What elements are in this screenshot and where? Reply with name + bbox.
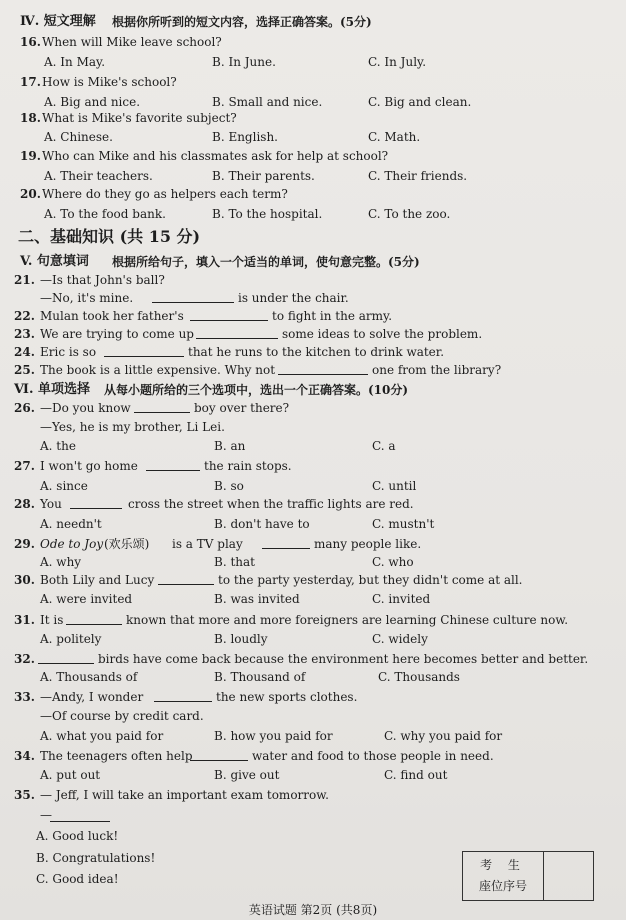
q33-option-a: A. what you paid for	[40, 729, 164, 743]
q32-option-c: C. Thousands	[378, 670, 460, 684]
q30-option-c: C. invited	[372, 592, 431, 606]
q27-text-start: I won't go home	[40, 459, 138, 473]
q34-blank[interactable]	[190, 748, 248, 761]
q18-option-c: C. Math.	[368, 130, 421, 144]
q18-option-a: A. Chinese.	[44, 130, 113, 144]
q19-stem: Who can Mike and his classmates ask for help at school?	[42, 149, 389, 163]
q22-blank[interactable]	[190, 308, 268, 321]
q31-option-c: C. widely	[372, 632, 428, 646]
q25-text-start: The book is a little expensive. Why not	[40, 363, 276, 377]
q20-option-b: B. To the hospital.	[212, 207, 323, 221]
q34-option-a: A. put out	[40, 768, 101, 782]
q35-option-b: B. Congratulations!	[36, 851, 156, 865]
seat-number-box	[462, 851, 594, 901]
section2-title: 二、基础知识 (共 15 分)	[18, 227, 201, 246]
q27-number: 27.	[14, 459, 35, 473]
q28-option-a: A. needn't	[40, 517, 102, 531]
q21-number: 21.	[14, 273, 35, 287]
seat-box-label-seat: 座位序号	[478, 879, 527, 893]
q33-option-c: C. why you paid for	[384, 729, 503, 743]
q30-option-a: A. were invited	[40, 592, 133, 606]
part5-heading: V. 句意填词	[20, 254, 89, 269]
q20-stem: Where do they go as helpers each term?	[42, 187, 288, 201]
q29-option-c: C. who	[372, 555, 414, 569]
q31-text-start: It is	[40, 613, 64, 627]
q26-option-b: B. an	[214, 439, 246, 453]
q18-number: 18.	[20, 111, 41, 125]
q25-number: 25.	[14, 363, 35, 377]
q31-blank[interactable]	[66, 612, 122, 625]
q32-option-a: A. Thousands of	[40, 670, 138, 684]
q29-number: 29.	[14, 537, 35, 551]
q27-option-c: C. until	[372, 479, 417, 493]
page-footer: 英语试题 第2页 (共8页)	[248, 903, 378, 917]
q28-text-end: cross the street when the traffic lights are red.	[128, 497, 414, 511]
q31-option-a: A. politely	[40, 632, 102, 646]
q31-option-b: B. loudly	[214, 632, 268, 646]
q29-blank[interactable]	[262, 536, 310, 549]
q29-option-a: A. why	[40, 555, 82, 569]
q16-option-c: C. In July.	[368, 55, 427, 69]
q19-option-b: B. Their parents.	[212, 169, 315, 183]
q21-line1: —Is that John's ball?	[40, 273, 165, 287]
q30-text-start: Both Lily and Lucy	[40, 573, 155, 587]
q17-number: 17.	[20, 75, 41, 89]
q24-number: 24.	[14, 345, 35, 359]
question-24	[0, 342, 626, 362]
q16-option-a: A. In May.	[44, 55, 106, 69]
q30-blank[interactable]	[158, 572, 214, 585]
q17-option-a: A. Big and nice.	[44, 95, 141, 109]
q28-option-c: C. mustn't	[372, 517, 435, 531]
q19-number: 19.	[20, 149, 41, 163]
q28-text-start: You	[40, 497, 62, 511]
q17-stem: How is Mike's school?	[42, 75, 177, 89]
q30-option-b: B. was invited	[214, 592, 300, 606]
q27-option-b: B. so	[214, 479, 244, 493]
question-25	[0, 360, 626, 380]
part4-heading-line	[0, 12, 626, 32]
q29-title: Ode to Joy	[40, 537, 104, 551]
q24-text-end: that he runs to the kitchen to drink water.	[188, 345, 445, 359]
q25-text-end: one from the library?	[372, 363, 502, 377]
q28-blank[interactable]	[70, 496, 122, 509]
part4-instruction: 根据你所听到的短文内容，选择正确答案。(5分)	[112, 15, 372, 29]
q19-option-c: C. Their friends.	[368, 169, 468, 183]
q27-blank[interactable]	[146, 458, 200, 471]
q31-text-end: known that more and more foreigners are learning Chinese culture now.	[126, 613, 569, 627]
q26-option-c: C. a	[372, 439, 396, 453]
q25-blank[interactable]	[278, 362, 368, 375]
q35-dash: —	[40, 808, 52, 822]
q31-number: 31.	[14, 613, 35, 627]
q16-stem: When will Mike leave school?	[42, 35, 222, 49]
q26-number: 26.	[14, 401, 35, 415]
q30-number: 30.	[14, 573, 35, 587]
q34-text-end: water and food to those people in need.	[252, 749, 494, 763]
q32-option-b: B. Thousand of	[214, 670, 306, 684]
q24-blank[interactable]	[104, 344, 184, 357]
q33-text-start: —Andy, I wonder	[40, 690, 144, 704]
q32-number: 32.	[14, 652, 35, 666]
q22-text-end: to fight in the army.	[272, 309, 393, 323]
part4-heading: Ⅳ. 短文理解	[20, 14, 96, 29]
q28-number: 28.	[14, 497, 35, 511]
q18-stem: What is Mike's favorite subject?	[42, 111, 237, 125]
q16-option-b: B. In June.	[212, 55, 276, 69]
q32-blank[interactable]	[38, 651, 94, 664]
part6-heading: Ⅵ. 单项选择	[14, 382, 91, 397]
q23-text-end: some ideas to solve the problem.	[282, 327, 483, 341]
q29-chinese-title: (欢乐颂)	[104, 537, 150, 551]
q22-text-start: Mulan took her father's	[40, 309, 184, 323]
q20-number: 20.	[20, 187, 41, 201]
q24-text-start: Eric is so	[40, 345, 97, 359]
q28-option-b: B. don't have to	[214, 517, 310, 531]
q27-option-a: A. since	[40, 479, 88, 493]
q35-option-a: A. Good luck!	[36, 829, 119, 843]
q23-blank[interactable]	[196, 326, 278, 339]
q33-number: 33.	[14, 690, 35, 704]
q35-line1: — Jeff, I will take an important exam tomorrow.	[40, 788, 329, 802]
q26-text-end: boy over there?	[194, 401, 290, 415]
q30-text-end: to the party yesterday, but they didn't come at all.	[218, 573, 523, 587]
q35-number: 35.	[14, 788, 35, 802]
q23-text-start: We are trying to come up	[40, 327, 194, 341]
question-22	[0, 306, 626, 326]
q34-text-start: The teenagers often help	[40, 749, 193, 763]
q21-line2-end: is under the chair.	[238, 291, 349, 305]
q35-blank[interactable]	[50, 809, 110, 822]
q32-text-end: birds have come back because the environment here becomes better and better.	[98, 652, 589, 666]
q23-number: 23.	[14, 327, 35, 341]
q19-option-a: A. Their teachers.	[44, 169, 153, 183]
q29-option-b: B. that	[214, 555, 255, 569]
q33-blank[interactable]	[154, 689, 212, 702]
q27-text-end: the rain stops.	[204, 459, 292, 473]
part5-instruction: 根据所给句子，填入一个适当的单词，使句意完整。(5分)	[112, 255, 420, 269]
q26-blank[interactable]	[134, 400, 190, 413]
q18-option-b: B. English.	[212, 130, 278, 144]
q35-option-c: C. Good idea!	[36, 872, 119, 886]
seat-box-divider	[543, 852, 544, 900]
q20-option-c: C. To the zoo.	[368, 207, 451, 221]
q33-option-b: B. how you paid for	[214, 729, 333, 743]
q29-text-end: many people like.	[314, 537, 422, 551]
q17-option-b: B. Small and nice.	[212, 95, 323, 109]
q34-option-b: B. give out	[214, 768, 280, 782]
q26-option-a: A. the	[40, 439, 76, 453]
q26-line2: —Yes, he is my brother, Li Lei.	[40, 420, 225, 434]
seat-box-label-examinee: 考 生	[480, 858, 526, 872]
part6-instruction: 从每小题所给的三个选项中，选出一个正确答案。(10分)	[104, 383, 409, 397]
q22-number: 22.	[14, 309, 35, 323]
q21-line2-start: —No, it's mine.	[40, 291, 134, 305]
q33-line2: —Of course by credit card.	[40, 709, 204, 723]
q29-text-start: is a TV play	[172, 537, 243, 551]
q34-number: 34.	[14, 749, 35, 763]
q34-option-c: C. find out	[384, 768, 448, 782]
q33-text-end: the new sports clothes.	[216, 690, 358, 704]
q16-number: 16.	[20, 35, 41, 49]
q20-option-a: A. To the food bank.	[44, 207, 166, 221]
question-23	[0, 324, 626, 344]
q17-option-c: C. Big and clean.	[368, 95, 472, 109]
q21-blank[interactable]	[152, 290, 234, 303]
q26-text-start: —Do you know	[40, 401, 131, 415]
